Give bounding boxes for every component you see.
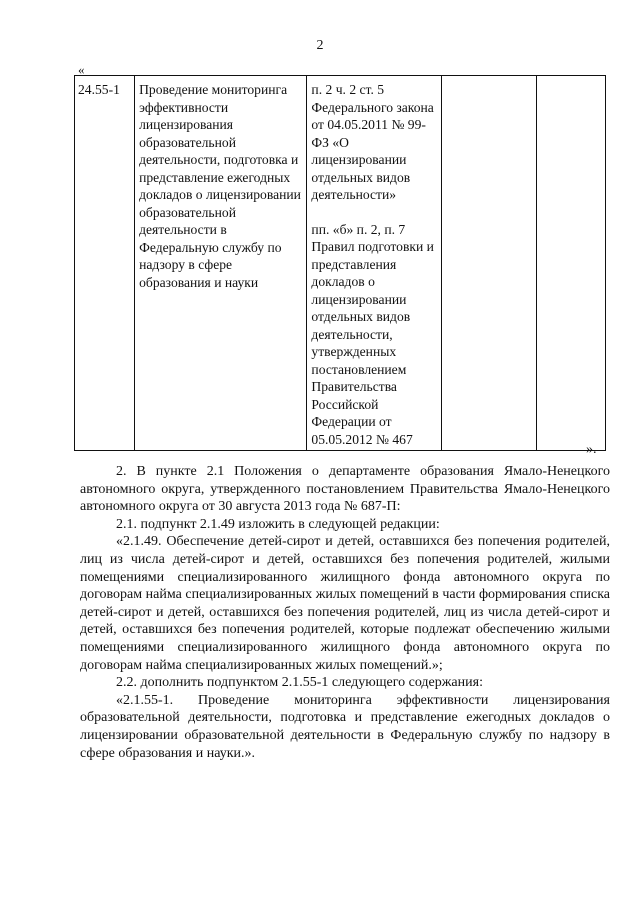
- activity-description-cell: Проведение мониторинга эффективности лицензирования образовательной деятельности, подготовка и представление ежегодных докладов о лицензировании образовательной деятельности в Федеральную службу по надзору в сфере образования и науки: [135, 76, 307, 451]
- closing-quote-mark: ».: [586, 442, 597, 457]
- item-number-cell: 24.55-1: [75, 76, 135, 451]
- legal-basis-spacer: [311, 204, 436, 221]
- empty-cell-2: [536, 76, 605, 451]
- empty-cell-1: [441, 76, 536, 451]
- document-body: [80, 463, 610, 762]
- page-number: 2: [316, 38, 324, 53]
- legal-basis-government-rules: пп. «б» п. 2, п. 7 Правил подготовки и представления докладов о лицензировании отдельных видов деятельности, утвержденных постановлением Правительства Российской Федерации от 05.05.2012 № 467: [311, 221, 434, 447]
- table-row: [75, 76, 606, 451]
- paragraph-subitem-2-2: 2.2. дополнить подпунктом 2.1.55-1 следующего содержания:: [116, 675, 483, 691]
- paragraph-item-2: 2. В пункте 2.1 Положения о департаменте образования Ямало-Ненецкого автономного округа, утвержденного постановлением Правительства Ямало-Ненецкого автономного округа от 30 августа 2013 года № 687-П:: [80, 464, 610, 515]
- paragraph-new-2-1-49: «2.1.49. Обеспечение детей-сирот и детей, оставшихся без попечения родителей, лиц из числа детей-сирот и детей, оставшихся без попечения родителей, жилыми помещениями специализированного жилищного фонда автономного округа по договорам найма специализированных жилых помещений в части формирования списка детей-сирот и детей, оставшихся без попечения родителей, лиц из числа детей-сирот и детей, оставшихся без попечения родителей, которые подлежат обеспечению жилыми помещениями специализированного жилищного фонда автономного округа по договорам найма специализированных жилых помещений.»;: [80, 534, 610, 673]
- amendment-table: [74, 75, 606, 451]
- legal-basis-cell: [307, 76, 441, 451]
- paragraph-subitem-2-1: 2.1. подпункт 2.1.49 изложить в следующей редакции:: [116, 516, 440, 532]
- opening-quote-mark: «: [78, 62, 85, 77]
- paragraph-new-2-1-55-1: «2.1.55-1. Проведение мониторинга эффективности лицензирования образовательной деятельности, подготовка и представление ежегодных докладов о лицензировании образовательной деятельности в Федеральную службу по надзору в сфере образования и науки.».: [80, 692, 610, 761]
- legal-basis-federal-law: п. 2 ч. 2 ст. 5 Федерального закона от 04.05.2011 № 99-ФЗ «О лицензировании отдельных видов деятельности»: [311, 82, 434, 202]
